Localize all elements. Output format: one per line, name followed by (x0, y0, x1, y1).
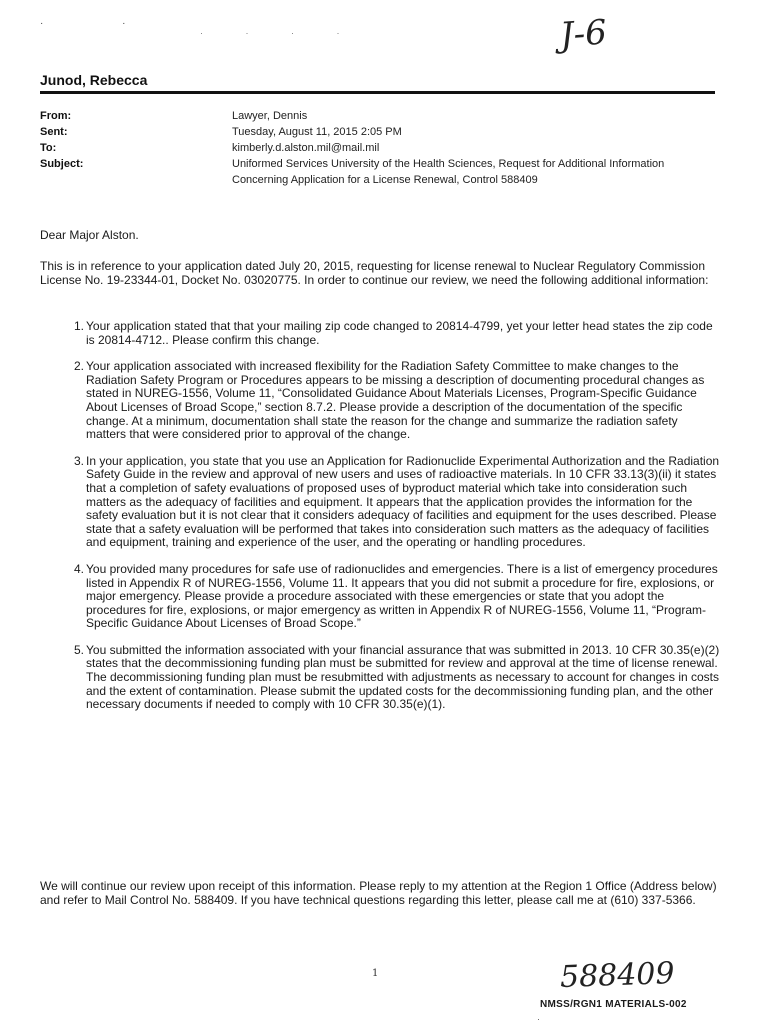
header-rule (40, 91, 715, 94)
list-item (40, 360, 720, 442)
recipient-name: Junod, Rebecca (40, 72, 148, 88)
to-label: To: (40, 142, 57, 154)
header-subject-row (40, 156, 715, 188)
list-item-text: You provided many procedures for safe use of radionuclides and emergencies. There is a list of emergency procedures listed in Appendix R of NUREG-1556, Volume 11. It appears that you did not submit a procedure for fire, explosions, or major emergency. Please provide a procedure associated with these emergencies or state that you adopt the procedures for fire, explosions, or major emergency as written in Appendix R of NUREG-1556, Volume 11, “Program-Specific Guidance About Licenses of Broad Scope.” (86, 561, 718, 631)
list-item (40, 455, 720, 550)
salutation: Dear Major Alston. (40, 228, 139, 242)
sent-label: Sent: (40, 126, 68, 138)
subject-label: Subject: (40, 158, 84, 170)
scan-marks-right: · · · · (200, 28, 360, 38)
request-list (40, 320, 720, 725)
list-item-text: Your application stated that that your mailing zip code changed to 20814-4799, yet your letter head states the zip code is 20814-4712.. Please confirm this change. (86, 319, 713, 347)
list-item-number: 4. (73, 561, 84, 576)
handwritten-control-number: 588409 (559, 956, 676, 995)
list-item-number: 1. (73, 319, 84, 333)
materials-stamp: NMSS/RGN1 MATERIALS-002 (540, 999, 687, 1010)
email-header (40, 108, 715, 188)
scan-marks-left: · · (40, 18, 164, 29)
list-item (40, 563, 720, 631)
list-item-number: 2. (73, 359, 84, 374)
header-from-row (40, 108, 715, 124)
page-number: 1 (372, 968, 379, 979)
list-item-number: 3. (73, 453, 84, 468)
sent-value: Tuesday, August 11, 2015 2:05 PM (232, 126, 402, 138)
intro-paragraph: This is in reference to your application dated July 20, 2015, requesting for license renewal to Nuclear Regulatory Commission License No. 19-23344-01, Docket No. 03020775. In order to continue our review, we need the following additional information: (40, 259, 709, 287)
header-to-row (40, 140, 715, 156)
list-item-number: 5. (73, 642, 84, 657)
subject-value: Uniformed Services University of the Health Sciences, Request for Additional Information Concerning Application for a License Renewal, Control 588409 (232, 158, 665, 186)
closing-paragraph: We will continue our review upon receipt of this information. Please reply to my attention at the Region 1 Office (Address below) and refer to Mail Control No. 588409. If you have technical questions regarding this letter, please call me at (610) 337-5366. (40, 879, 717, 907)
scan-speck: · (537, 1014, 540, 1024)
handwritten-exhibit-tag: J-6 (558, 12, 609, 56)
from-value: Lawyer, Dennis (232, 110, 308, 122)
list-item (40, 320, 720, 347)
list-item-text: You submitted the information associated with your financial assurance that was submitted in 2013. 10 CFR 30.35(e)(2) states that the decommissioning funding plan must be submitted for review and approval at the time of license renewal. The decommissioning funding plan must be resubmitted with adjustments as necessary to account for changes in costs and the extent of contamination. Please submit the updated costs for the decommissioning funding plan, and the other necessary documents if needed to comply with 10 CFR 30.35(e)(1). (86, 642, 720, 712)
list-item-text: In your application, you state that you use an Application for Radionuclide Experimental Authorization and the Radiation Safety Guide in the review and approval of new users and uses of radioactive materials. In 10 CFR 33.13(3)(ii) it states that a completion of safety evaluations of proposed uses of byproduct material which take into consideration such matters as the adequacy of facilities and equipment. It appears that the application provides the information for the safety evaluation but it is not clear that it considers adequacy of facilities and equipment for the uses described. Please state that a safety evaluation will be performed that takes into consideration such matters as the adequacy of facilities and equipment, training and experience of the user, and the operating or handling procedures. (86, 453, 720, 550)
list-item (40, 644, 720, 712)
list-item-text: Your application associated with increased flexibility for the Radiation Safety Committee to make changes to the Radiation Safety Program or Procedures appears to be missing a description of documenting procedural changes as stated in NUREG-1556, Volume 11, “Consolidated Guidance About Materials Licenses, Program-Specific Guidance About Licenses of Broad Scope,” section 8.7.2. Please provide a description of the documentation of the specific change. At a minimum, documentation shall state the reason for the change and summarize the radiation safety matters that were considered prior to approval of the change. (86, 359, 705, 442)
from-label: From: (40, 110, 72, 122)
header-sent-row (40, 124, 715, 140)
to-value: kimberly.d.alston.mil@mail.mil (232, 142, 380, 154)
